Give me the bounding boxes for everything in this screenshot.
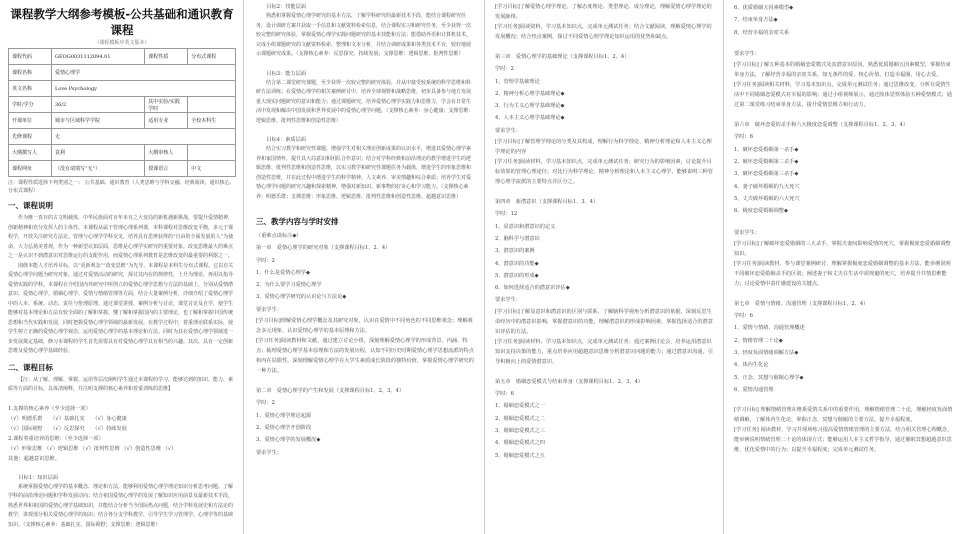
paragraph: 结合第二课堂研究课题，至少获得一次较完整的研究体验，并从中接受较系统的科学思维和科研方法训练；在爱情心理学的相关案例研讨中，培养全球视野和战略思维，初步具备参与地方发展重大现实问题研究的意识和能力；通过课题研究，培养爱情心理学实践力和思维力，学会在日常生活中发现和解决中国发展和世界发展中的爱情心理学问题。（支撑核心素养：身心健康；支撑思维：逻辑思维、批判性思维和创造性思维） <box>256 79 474 124</box>
table-value-cell: 分布式课程 <box>188 49 236 65</box>
table-row <box>9 49 236 65</box>
paragraph: 围绕本能人才培养目标，以“更新观念”“改变思维”为先导，本课程是本科生分布式课程。它以有关爱情心理学问题为研究对象，通过对爱情活动的研究，探讨其内在的规律性，上升为理论，再用以指导爱情实践的学科。本课程在介绍国内外研究中所创立的爱情心理学思想与方法的基础上，分别从爱情潜意识、爱情心理学、婚姻心理学、爱情与情绪管理等方面，结合大量案例分析，详细介绍了爱情心理学中的人本、系统、动态、责任与伦理原理。通过课堂讲授、案例分析与讨论，课堂讨论及自学，使学生能够对基本理论和方法有较全面的了解和掌握，懂了解和掌握国内的主要理论，也了解和掌握中国传统思想和当代实践和发展，同时把握爱情心理学领域的最新发展。在教学过程中，着重理论联系实际，使学生树立正确的爱情心理学观念，运用爱情心理学的基本理论和方法。同时为其在爱情心理学领域进一步发展奠定基础，修习本课程的学生首先需要具有对爱情心理学具有相当的兴趣。其次，具有一定创新思维及爱情心理学基础经验。 <box>8 262 234 354</box>
text-line: （√）国际视野 （√）反思探究 （√）持续发展 <box>8 425 127 432</box>
list-item: 1、爱情与情绪、沟通管理概述 <box>734 325 805 332</box>
text-line: 目标4：素质层面 <box>256 137 306 143</box>
list-item: 2、破坏恋爱婚姻第二杀手◆ <box>734 159 799 166</box>
list-item: 学时：2 <box>256 400 275 407</box>
text-line: [学习任务] 阅读教材，学习并现场练习提高爱情情绪管理的主要方法，结合相关管理心理概念，能举例说明情绪管理二十论的体现方式；能够运用人本主义哲学指导，通过催眠冥想超越意识思维，优化爱情中的行为；以提升幸福程度；完成单元测试任务。 <box>734 427 953 454</box>
list-item: 3、爱情心理学的发展概况◆ <box>256 437 321 444</box>
table-label-cell: 课程名称 <box>9 65 52 81</box>
list-item: 学时：6 <box>734 313 753 320</box>
section-heading: 三、教学内容与学时安排 <box>256 217 339 226</box>
list-item: 2、精神分析心理学基础理论◆ <box>495 90 565 97</box>
text-line: [学习任务]阅读材料，学习基本知识点，完成单元测试任务；通过案例讨论会，培养运用潜意识知识支持决策的能力，重点培养应用超越意识思维分析潜意识问题的能力；通过潜意识沟通，引导积极向上的爱情潜意识。 <box>495 338 713 365</box>
table-label-cell: 开课单位 <box>9 113 52 129</box>
list-item: 8、经营幸福的亲密关系 <box>734 29 790 36</box>
text-line: （√）明德乐群 （√）基础扎实 （√）身心健康 <box>8 415 127 422</box>
list-item: 6、优质婚姻五因素模型◆ <box>734 5 794 11</box>
list-item: 学时：12 <box>495 211 518 218</box>
table-label-cell: 其中实验/实践学时 <box>145 97 188 113</box>
list-item: 3、婚姻恋爱模式之三 <box>495 427 545 434</box>
list-item: 要求学生： <box>256 306 282 313</box>
table-label-cell: 大纲撰写人 <box>9 145 52 161</box>
spacer <box>495 187 716 196</box>
table-label-cell: 课程性质 <box>145 49 188 65</box>
table-row <box>9 81 236 97</box>
page-4 <box>723 0 960 534</box>
table-row <box>9 129 236 145</box>
spacer <box>8 464 236 473</box>
table-value-cell <box>188 145 236 161</box>
text-line: （√）形象思维 （√）逻辑思维 （√）批判性思维 （√）创造性思维 （√） <box>8 445 177 452</box>
text-line: [学习目标]了解破坏恋爱婚姻的三大杀手，掌握夫妻间影响爱情的死穴，掌握极度恋爱婚姻调整知识。 <box>734 240 951 257</box>
table-label-cell: 适用专业 <box>145 113 188 129</box>
table-value-cell: 全校本科生 <box>188 113 236 129</box>
list-item: 4、人本主义心理学基础理论◆ <box>495 115 565 122</box>
list-item: 3、行为主义心理学基础理论◆ <box>495 103 565 110</box>
spacer <box>734 39 954 48</box>
list-item: 要求学生： <box>495 127 521 134</box>
text-line: [学习任务]阅读相关材料，学习基本知识点，完成单元测试任务；通过思维改变，分析在爱情生活中不同婚姻恋爱模式对幸福的影响；通过小组视频展示，通过肢体觉察体验五种爱情模式；通过第二课堂练习结束单身方法，提升爱情思维力和行动力。 <box>734 82 952 109</box>
text-line: [学习目标]了解五种基本的婚姻恋爱模式及其潜意识原因，熟悉优质婚姻五因素模型，掌握结束单身方法，了解经营幸福的亲密关系，如无条件的爱、核心价值、打造幸福圈、用心去爱。 <box>734 62 951 79</box>
list-item: 5、婚姻恋爱模式之五 <box>495 452 545 459</box>
section-heading: 二、课程目标 <box>8 362 53 372</box>
text-line: [学习目标]了解爱情心理学理论，了解态度理论、类型理论、成分理论，理解爱情心理学理论的发展脉络。 <box>495 4 712 20</box>
list-item: 7、结束单身方法◆ <box>734 17 778 24</box>
text-line: 目标1：知识层面 <box>8 474 58 481</box>
list-item: 1、破坏恋爱婚姻第一杀手◆ <box>734 146 799 153</box>
list-item: 6、爱情沟通管理 <box>734 386 774 393</box>
table-row <box>9 97 236 113</box>
text-line: [学习目标] 理解情绪管理在维系爱情关系中的重要作用，理解情绪管理二十论，理解轻度负面情绪调解，了解体内生化论，掌握正念、冥想与催眠的主要方法，提升幸福程度。 <box>734 407 953 424</box>
table-label-cell: 大纲审核人 <box>145 145 188 161</box>
paragraph: 熟悉和掌握爱情心理学研究的基本方法，了解学科研究的最新技术手段，能结合课程研究任务，设计调研方案并获取一手信息和文献资料检索信息，结合课程实习和研究任务，至少获得一次较完整的研究体验，掌握爱情心理学实践问题研究的基本技能和方法；能借助外语和计算机技术，完成小组课题研究的文献资料检索、整理和文本分析，并结合调研成果和各类技术平台，较好地展示课题研究成果。（支撑核心素养：反思探究、持续发展；支撑思维：逻辑思维、批判性思维） <box>256 13 472 57</box>
text-line: [学习任务]阅读教材和文献，通过建立讨论小组，深刻理解爱情心理学的形成背景、内涵、特点；梳理爱情心理学基本原理和方法的发展历程，认知不同历史时期爱情心理学思想流派的特点和内在局限性，深刻理解爱情心理学在大学生素质成长阶段的独特价值，掌握爱情心理学研究的一种方法。 <box>256 338 474 375</box>
table-row <box>9 145 236 161</box>
list-item: 2、情绪管理二十论◆ <box>734 337 783 344</box>
text-line: 1.支撑的核心素养（至少选择一项） <box>8 405 91 412</box>
list-item: 3、轻度负面情绪调解方法◆ <box>734 350 799 357</box>
table-value-cell: （没有请填写“无”） <box>52 161 145 177</box>
text-line: 目标2：技能层面 <box>256 4 306 10</box>
list-item: 第一章 爱情心理学的研究对象（支撑课程目标1、2、4） <box>256 245 391 252</box>
list-item: 第三章 爱情心理学的基础理论（支撑课程目标1、2、4） <box>495 54 630 60</box>
list-item: 2、脑科学与潜意识 <box>495 235 540 242</box>
list-item: 第四章 新潜意识（支撑课程目标1、3、4） <box>495 199 599 206</box>
list-item: 3、潜意识的案例 <box>495 248 535 255</box>
list-item: 1、显意识和潜意识的定义 <box>495 223 556 230</box>
document-title: 课程教学大纲参考模板-公共基础和通识教育课程 <box>10 7 234 37</box>
spacer <box>734 110 954 119</box>
text-line: 目标3：能力层面 <box>256 70 306 77</box>
page-3 <box>484 0 722 534</box>
table-value-cell: 爱情心理学 <box>52 65 236 81</box>
table-value-cell: Love Psychology <box>52 81 236 97</box>
list-item: 要求学生： <box>256 449 282 456</box>
list-item: 2、爱情心理学开创阶段 <box>256 424 312 431</box>
table-note: 注：课程性质选择下列类别之一： 公共基础、通识教育（人类思维与学科交融、经典阅读、通识核心、分布式课程） <box>8 180 235 194</box>
list-item: 1、管理学基础理论 <box>495 78 540 85</box>
list-item: 4、妻子破坏婚姻的九大死穴 <box>734 183 800 190</box>
list-item: 学时：6 <box>734 134 753 141</box>
spacer <box>8 395 236 404</box>
text-line: [学习任务]阅读资料，学习基本知识点，完成单元测试任务；结合文献阅读，理解爱情心理学的发展概况；结合热点案例，探讨不同爱情心理学理论知识运用的优势和缺点。 <box>495 24 712 40</box>
list-item: 学时：2 <box>256 257 275 264</box>
table-value-cell: GEOG0031112094.01 <box>52 49 145 65</box>
list-item: 4、潜意识的功能◆ <box>495 260 539 267</box>
list-item: 1、爱情心理学理论起源 <box>256 412 312 419</box>
list-item: 6、极度恋爱婚姻调整◆ <box>734 208 788 215</box>
text-line: [学习目标]了解显意识和潜意识的区别与联系，了解脑科学视角分析潜意识的依据，深刻反思生命经历中的潜意识影响，掌握潜意识的功能，理解潜意识的形成影响因素，掌握选择适合的潜意识评估的方法。 <box>495 308 713 335</box>
text-line: [学习目标]了解管理学理论的分类及其构成，理解行为科学理论、精神分析理论和人本主义心理学理论的内容 <box>495 139 712 156</box>
table-label-cell: 英文名称 <box>9 81 52 97</box>
paragraph: 系统掌握爱情心理学的基本概念、理论和方法，能够利用爱情心理学理论知识分析思考问题。了解学科的前沿理论问题和学科发展动向；结合祖国爱情心理学的发展了解知识应用前景及最新技术手段，熟悉世界和祖国的爱情心理学基础知识，并能结合分析当今国际热点问题，结合学科发展史和方法论的教学，讲授部分相关爱情心理学的知识；结合各分支学科教学，引导学生学习管理学、心理学等的基础知识。（支撑核心素养：基础扎实、国际视野；支撑思维：逻辑思维） <box>8 483 234 528</box>
table-label-cell: 授课语言 <box>145 161 188 177</box>
table-value-cell: 36/2 <box>52 97 145 113</box>
course-info-table <box>8 48 236 177</box>
list-item: 第六章 破坏恋爱的杀手和六大极度恋爱调整（支撑课程目标1、2、3、4） <box>734 122 909 129</box>
table-label-cell: 课程网址 <box>9 161 52 177</box>
list-item: 第七章 爱情与情绪、沟通管理（支撑课程目标1、2、4） <box>734 300 869 307</box>
spacer <box>495 367 716 376</box>
spacer <box>256 202 475 211</box>
list-item: 学时：2 <box>495 66 514 73</box>
page-2 <box>243 0 483 534</box>
table-row <box>9 113 236 129</box>
table-row <box>9 161 236 177</box>
list-item: 要求学生： <box>734 229 760 236</box>
spacer <box>256 60 475 69</box>
list-item: （重难点请标注◆） <box>256 233 302 239</box>
page-1 <box>0 0 242 534</box>
table-label-cell: 课程代码 <box>9 49 52 65</box>
list-item: 5、丈夫破坏婚姻的六大死穴 <box>734 195 800 202</box>
list-item: 3、破坏恋爱婚姻第三杀手◆ <box>734 171 799 178</box>
list-item: 4、婚姻恋爱模式之四 <box>495 440 545 447</box>
table-row <box>9 65 236 81</box>
list-item: 5、正念、冥想与催眠心理学◆ <box>734 374 804 381</box>
list-item: 2、为什么要学习爱情心理学 <box>256 282 322 289</box>
spacer <box>734 396 954 405</box>
paragraph: 作为唯一真存的古文明载体，中华民族面对百年未有之大变局的新机遇新挑战，要提升爱情精神，创新精神和充分发挥人的主体性。本课程从属于管理心理系列课，本科课程对思维改变平衡，多元于课程学，开放关注研究方法论。管理与心理学学科交叉，培养具有思辨获得的“自由的全面发展的人”为使命，大力弘扬美善观，作为一种新型认知层面，思维是心理学实研究的重要对象。改变思维最大的难点之一是认识不到潜意识对思维运行的支配作用，而爱情心理系列教育是思维改变的最重要的利器之一。 <box>8 215 234 259</box>
text-line: [学习目标]理解爱情心理学概念及其研究对象，认识在爱情中不同角色的不同思维观念；理解观念多元现象，认识爱情心理学的基本原理和方法。 <box>256 318 473 335</box>
list-item: 4、体内生化论 <box>734 362 769 369</box>
list-item: 3、爱情心理学研究的认识论与方法论◆ <box>256 294 347 301</box>
table-value-cell: 袁利 <box>52 145 145 161</box>
text-line: [学习任务]阅读材料，学习基本知识点，完成单元测试任务；研究行为的影响因素，讨论提升目标效果的管理心理途径；对比行为科学理论、精神分析理论和人本主义心理学，能够说明三种管理心理学流派的主要特点并区分之。 <box>495 159 713 186</box>
spacer <box>495 42 716 51</box>
table-value-cell <box>188 97 236 113</box>
table-value-cell: 城市与区域科学学院 <box>52 113 145 129</box>
section-heading: 一、课程说明 <box>8 201 53 210</box>
list-item: 5、潜意识的形成◆ <box>495 272 539 279</box>
paragraph: 【注：从了解、理解、掌握、运用等层次阐明学生通过本课程的学习，能够达到的知识、能力、素质等方面的目标，具体清阐释，并注明支撑的核心素养和着重训练的思维】 <box>8 376 234 392</box>
list-item: 1、婚姻恋爱模式之一 <box>495 403 545 410</box>
table-value-cell: 无 <box>52 129 236 145</box>
list-item: 2、婚姻恋爱模式之二 <box>495 415 545 422</box>
list-item: 第二章 爱情心理学的产生和发展（支撑课程目标1、2、3、4） <box>256 388 405 395</box>
paragraph: 结合实习教学和研究性课题，增强学生对相关理论创新成果的认识水平，增进其爱情心理学素养和家国情怀，提升其大局意识和团队合作意识；结合对学科经典和前沿理论的教学增进学生的逻辑思维、批判性思维和创造性思维，以实习教学和研究性课题任务为载体，增进学生的形象思维和创造性思维，并在此过程中增进学生的科学精神、人文素养、审美情趣和综合素质；培养学生对爱情心理学问题的研究兴趣和探索精神，增强对新知识、新事物的好奇心和学习能力。（支撑核心素养：明德乐群；支撑思维：形象思维、逻辑思维、批判性思维和创造性思维、超越意识思维） <box>256 146 472 200</box>
table-label-cell: 先修课程 <box>9 129 52 145</box>
table-label-cell: 学时/学分 <box>9 97 52 113</box>
table-value-cell: 中文 <box>188 161 236 177</box>
spacer <box>256 126 475 135</box>
spacer <box>256 376 475 385</box>
text-line: 2.课程着重培养的思维：（至少选择一项） <box>8 435 104 442</box>
text-line: [学习任务]阅读教材，参与课堂案例研讨，理解掌握极度恋爱婚姻调整的基本方法，能举例说明不同破坏恋爱婚姻杀手的区别；阐述妻子和丈夫在生活中需规避的死穴，培养提升共情思维能力；讨论爱情中责任感建设的关键点。 <box>734 260 951 287</box>
document-subtitle: （课程模板中英文版本） <box>94 40 150 46</box>
spacer <box>734 218 954 227</box>
list-item: 要求学生： <box>495 297 521 304</box>
list-item: 6、如何选择适合的潜意识评估◆ <box>495 285 570 292</box>
list-item: 1、什么是爱情心理学◆ <box>256 269 310 276</box>
list-item: 要求学生： <box>734 50 760 57</box>
list-item: 第五章 婚姻恋爱模式与结束单身（支撑课程目标1、2、3、4） <box>495 378 644 385</box>
text-line: 其他：超越意识思维。 <box>8 455 60 462</box>
spacer <box>734 289 954 298</box>
list-item: 学时：6 <box>495 391 514 398</box>
